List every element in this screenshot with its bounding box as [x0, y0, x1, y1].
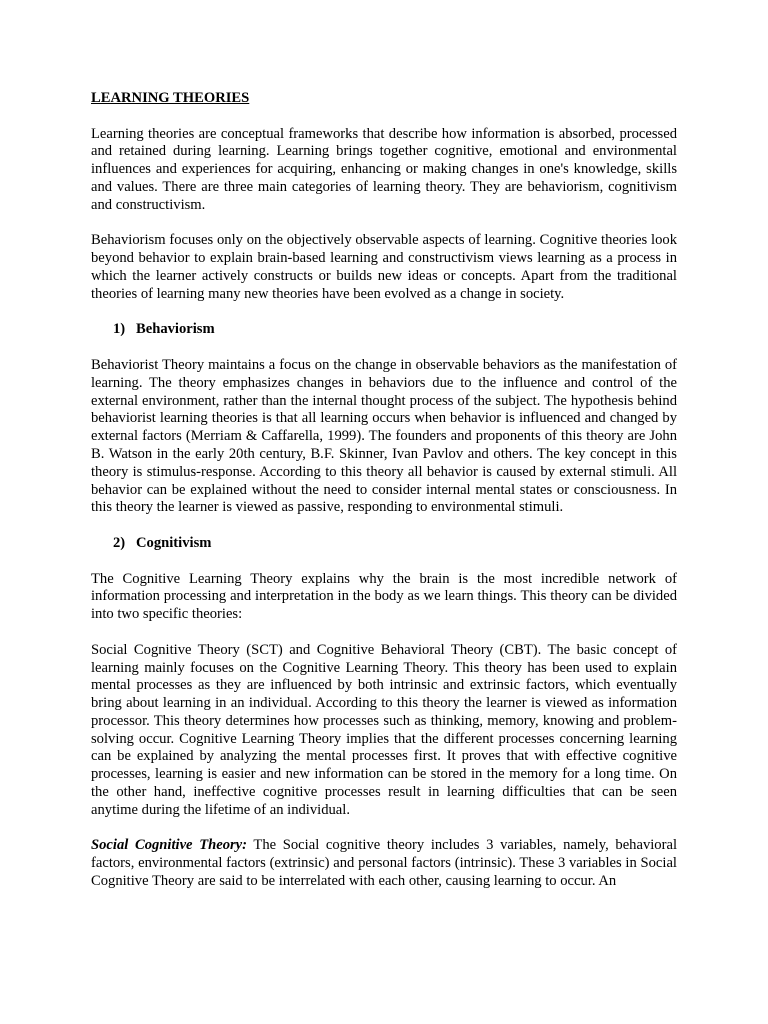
document-title: LEARNING THEORIES — [91, 90, 250, 106]
section-heading-cognitivism — [91, 535, 677, 553]
cognitivism-paragraph-1: The Cognitive Learning Theory explains why the brain is the most incredible network of information processing and interpretation in the body as we learn things. This theory can be divided into two specific theories: — [91, 570, 677, 623]
behaviorism-paragraph: Behaviorist Theory maintains a focus on the change in observable behaviors as the manifestation of learning. The theory emphasizes changes in behaviors due to the influence and control of the external environment, rather than the internal thought process of the subject. The hypothesis behind behaviorist learning theories is that all learning occurs when behavior is influenced and changed by external factors (Merriam & Caffarella, 1999). The founders and proponents of this theory are John B. Watson in the early 20th century, B.F. Skinner, Ivan Pavlov and others. The key concept in this theory is stimulus-response. According to this theory all behavior is caused by external stimuli. All behavior can be explained without the need to consider internal mental states or consciousness. In this theory the learner is viewed as passive, responding to environmental stimuli. — [91, 356, 677, 516]
section-heading-behaviorism — [91, 321, 677, 339]
cognitivism-paragraph-2: Social Cognitive Theory (SCT) and Cognitive Behavioral Theory (CBT). The basic concept of learning mainly focuses on the Cognitive Learning Theory. This theory has been used to explain mental processes as they are influenced by both intrinsic and extrinsic factors, which eventually bring about learning in an individual. According to this theory the learner is viewed as information processor. This theory determines how processes such as thinking, memory, knowing and problem-solving occur. Cognitive Learning Theory implies that the different processes concerning learning can be explained by analyzing the mental processes first. It proves that with effective cognitive processes, learning is easier and new information can be stored in the memory for a long time. On the other hand, ineffective cognitive processes result in learning difficulties that can be seen anytime during the lifetime of an individual. — [91, 641, 677, 818]
social-cognitive-paragraph — [91, 837, 677, 890]
intro-paragraph-1: Learning theories are conceptual frameworks that describe how information is absorbed, processed and retained during learning. Learning brings together cognitive, emotional and environmental influences and experiences for acquiring, enhancing or making changes in one's knowledge, skills and values. There are three main categories of learning theory. They are behaviorism, cognitivism and constructivism. — [91, 125, 677, 213]
social-cognitive-text: The Social cognitive theory includes 3 variables, namely, behavioral factors, environmental factors (extrinsic) and personal factors (intrinsic). These 3 variables in Social Cognitive Theory are said to be interrelated with each other, causing learning to occur. An — [91, 837, 677, 890]
social-cognitive-lead: Social Cognitive Theory: — [91, 837, 248, 854]
section-number: 1) — [113, 321, 126, 338]
section-number: 2) — [113, 534, 126, 551]
section-heading-text: Behaviorism — [136, 321, 215, 338]
intro-paragraph-2: Behaviorism focuses only on the objectively observable aspects of learning. Cognitive theories look beyond behavior to explain brain-based learning and constructivism views learning as a process in which the learner actively constructs or builds new ideas or concepts. Apart from the traditional theories of learning many new theories have been evolved as a change in society. — [91, 232, 677, 302]
section-heading-text: Cognitivism — [136, 534, 212, 551]
document-page — [91, 90, 677, 909]
